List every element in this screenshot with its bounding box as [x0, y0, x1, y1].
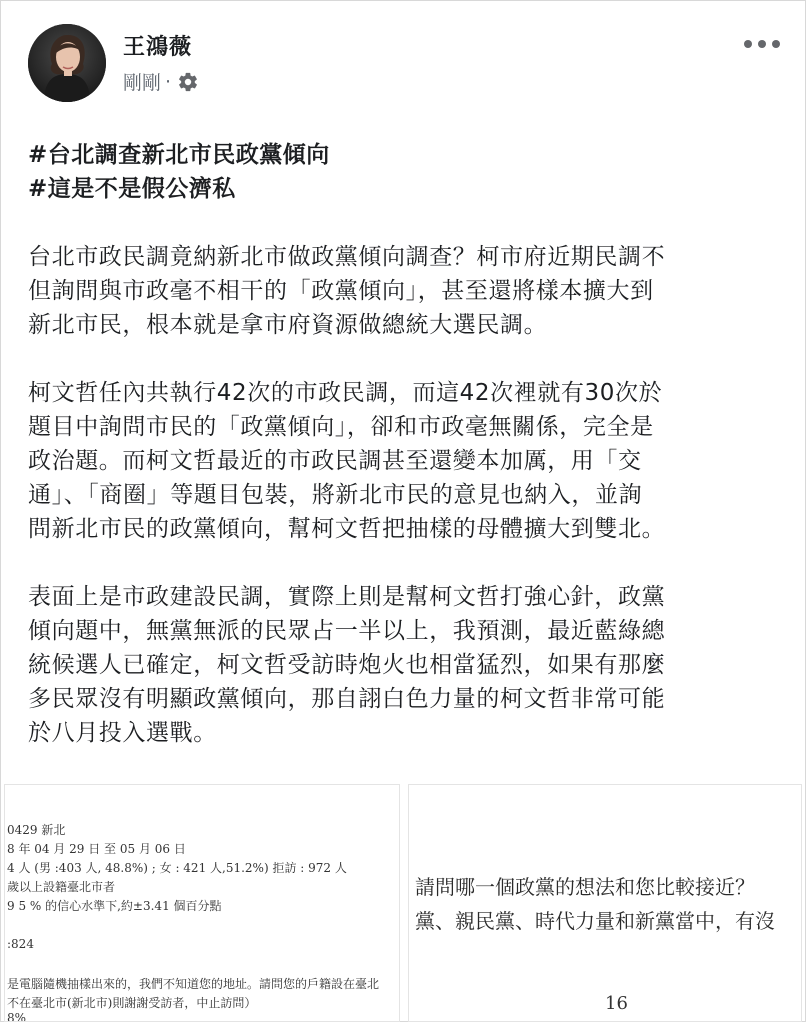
meta-separator: ·: [165, 70, 172, 93]
post-meta: [123, 68, 199, 95]
paragraph-line: 柯文哲任內共執行42次的市政民調，而這42次裡就有30次於: [28, 380, 663, 406]
doc-line: 不在臺北市(新北市)則謝謝受訪者，中止訪問）: [7, 996, 257, 1010]
post-timestamp[interactable]: 剛剛: [123, 72, 162, 94]
post-header: [28, 24, 788, 104]
doc-line: 0429 新北: [7, 823, 66, 837]
more-dot-icon: [744, 40, 752, 48]
author-name[interactable]: 王鴻薇: [123, 35, 193, 60]
paragraph-line: 多民眾沒有明顯政黨傾向，那自詡白色力量的柯文哲非常可能: [28, 686, 666, 712]
attached-image-survey-question[interactable]: [408, 784, 802, 1022]
question-line: 黨、親民黨、時代力量和新黨當中，有沒: [415, 909, 775, 933]
hashtag-link[interactable]: #台北調查新北市民政黨傾向: [28, 142, 330, 168]
post-body: [28, 138, 778, 750]
paragraph-line: 通」、「商圈」等題目包裝，將新北市民的意見也納入，並詢: [28, 482, 643, 508]
paragraph-line: 表面上是市政建設民調，實際上則是幫柯文哲打強心針，政黨: [28, 584, 666, 610]
paragraph-line: 新北市民，根本就是拿市府資源做總統大選民調。: [28, 312, 548, 338]
question-line: 請問哪一個政黨的想法和您比較接近？: [415, 875, 755, 899]
paragraph-line: 於八月投入選戰。: [28, 720, 217, 746]
paragraph-line: 台北市政民調竟納新北市做政黨傾向調查？柯市府近期民調不: [28, 244, 666, 270]
doc-line: 歲以上設籍臺北市者: [7, 880, 116, 894]
avatar-photo: [28, 24, 106, 102]
more-dot-icon: [758, 40, 766, 48]
hashtag-link[interactable]: #這是不是假公濟私: [28, 176, 236, 202]
paragraph-line: 政治題。而柯文哲最近的市政民調甚至還變本加厲，用「交: [28, 448, 642, 474]
doc-line: 8 年 04 月 29 日 至 05 月 06 日: [7, 842, 186, 856]
page-number: 16: [605, 993, 628, 1014]
doc-line: 9 5 % 的信心水準下,約±3.41 個百分點: [7, 899, 222, 913]
more-options-button[interactable]: [744, 38, 780, 50]
doc-line: 4 人 (男 :403 人, 48.8%) ; 女 : 421 人,51.2%) 拒訪 : 972 人: [7, 861, 347, 875]
more-dot-icon: [772, 40, 780, 48]
doc-line: :824: [7, 937, 34, 951]
paragraph-line: 傾向題中，無黨無派的民眾占一半以上，我預測，最近藍綠總: [28, 618, 666, 644]
doc-line: 是電腦隨機抽樣出來的，我們不知道您的地址。請問您的戶籍設在臺北: [7, 977, 380, 991]
post-images: [4, 784, 802, 1022]
author-avatar[interactable]: [28, 24, 106, 102]
paragraph-line: 題目中詢問市民的「政黨傾向」，卻和市政毫無關係，完全是: [28, 414, 654, 440]
paragraph-line: 統候選人已確定，柯文哲受訪時炮火也相當猛烈，如果有那麼: [28, 652, 666, 678]
attached-image-survey-info[interactable]: [4, 784, 400, 1022]
post-paragraph: [28, 240, 778, 342]
post-paragraph: [28, 580, 778, 750]
paragraph-line: 問新北市民的政黨傾向，幫柯文哲把抽樣的母體擴大到雙北。: [28, 516, 666, 542]
post-paragraph: [28, 376, 778, 546]
doc-line: 8%: [7, 1011, 27, 1022]
gear-icon[interactable]: [177, 71, 199, 93]
paragraph-line: 但詢問與市政毫不相干的「政黨傾向」，甚至還將樣本擴大到: [28, 278, 654, 304]
